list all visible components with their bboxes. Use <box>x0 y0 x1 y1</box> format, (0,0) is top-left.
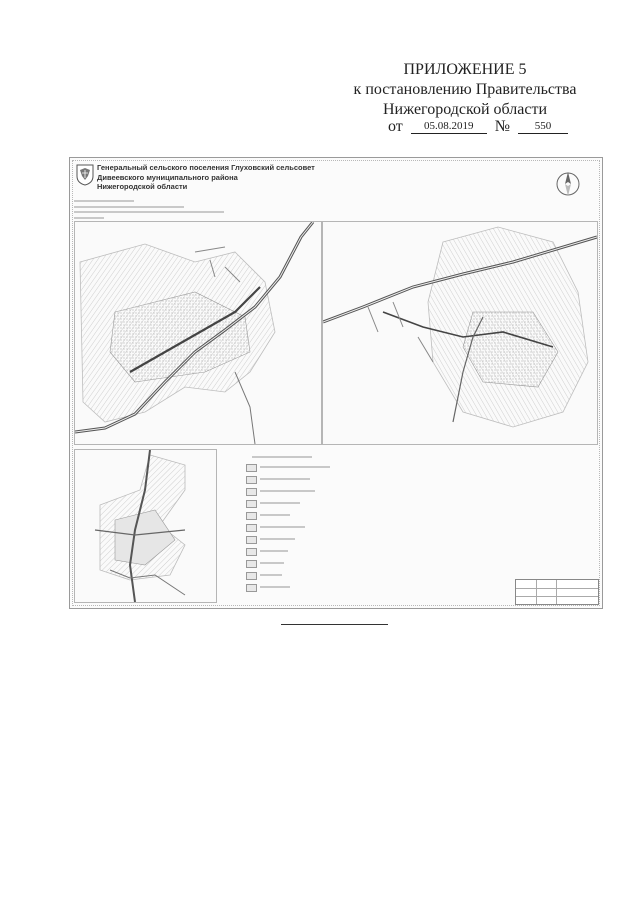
document-number: 550 <box>518 119 568 134</box>
settlement-map-right <box>322 221 598 445</box>
north-arrow-icon <box>554 170 582 198</box>
map-sheet <box>69 157 603 609</box>
map-title-line: Генеральный сельского поселения Глуховский сельсовет <box>97 163 315 172</box>
map-subtitle-lines <box>74 200 224 222</box>
appendix-title: ПРИЛОЖЕНИЕ 5 <box>403 61 527 78</box>
region-line: Нижегородской области <box>382 101 547 118</box>
from-label: от <box>388 118 403 135</box>
appendix-header <box>340 60 590 120</box>
number-sign: № <box>494 118 511 135</box>
map-legend <box>246 454 356 594</box>
map-title <box>97 163 315 192</box>
settlement-map-bottom <box>74 449 217 603</box>
closing-divider-line <box>281 624 388 625</box>
document-date: 05.08.2019 <box>411 119 487 134</box>
resolution-line: к постановлению Правительства <box>353 81 577 98</box>
map-title-line: Дивеевского муниципального района <box>97 172 238 182</box>
date-number-line <box>388 118 588 136</box>
map-title-line: Нижегородской области <box>97 182 188 191</box>
title-block-stamp <box>515 579 599 605</box>
settlement-map-left <box>74 221 322 445</box>
coat-of-arms-icon <box>76 164 94 186</box>
